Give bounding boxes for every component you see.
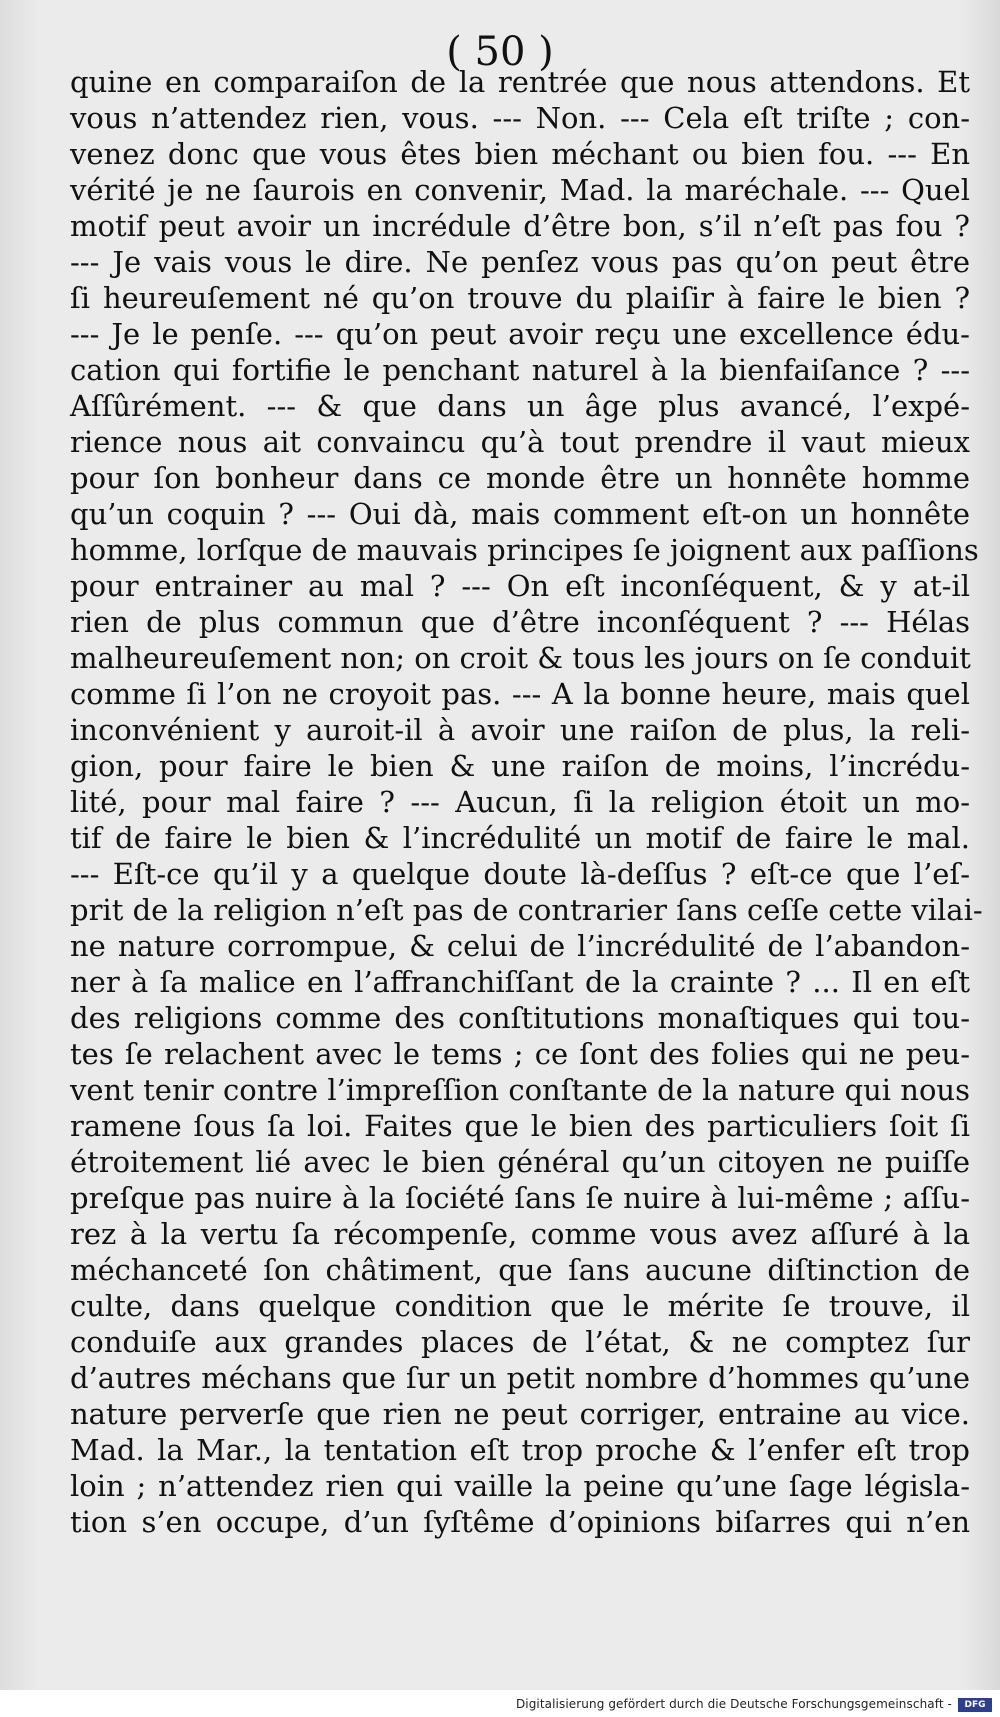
text-line: ne nature corrompue, & celui de l’incrédulité de l’abandon- bbox=[70, 929, 970, 963]
text-line: étroitement lié avec le bien général qu’un citoyen ne puiſſe bbox=[70, 1145, 970, 1179]
text-line: loin ; n’attendez rien qui vaille la peine qu’une ſage législa- bbox=[70, 1469, 970, 1503]
page-number: ( 50 ) bbox=[446, 29, 554, 75]
text-line: conduiſe aux grandes places de l’état, & ne comptez ſur bbox=[70, 1325, 970, 1359]
text-line: motif peut avoir un incrédule d’être bon, s’il n’eſt pas fou ? bbox=[70, 209, 970, 243]
text-line: Aſſûrément. --- & que dans un âge plus avancé, l’expé- bbox=[70, 389, 970, 423]
dfg-logo-icon: DFG bbox=[958, 1698, 992, 1712]
text-line: rience nous ait convaincu qu’à tout prendre il vaut mieux bbox=[70, 425, 970, 459]
text-line: vent tenir contre l’impreſſion conſtante de la nature qui nous bbox=[70, 1073, 970, 1107]
text-line: tif de faire le bien & l’incrédulité un motif de faire le mal. bbox=[70, 821, 970, 855]
text-line: cation qui fortifie le penchant naturel à la bienfaiſance ? --- bbox=[70, 353, 970, 387]
text-line: ſi heureuſement né qu’on trouve du plaiſir à faire le bien ? bbox=[70, 281, 970, 315]
text-line: culte, dans quelque condition que le mérite ſe trouve, il bbox=[70, 1289, 970, 1323]
text-line: rez à la vertu ſa récompenſe, comme vous avez aſſuré à la bbox=[70, 1217, 970, 1251]
text-line: d’autres méchans que ſur un petit nombre d’hommes qu’une bbox=[70, 1361, 970, 1395]
text-line: --- Je vais vous le dire. Ne penſez vous pas qu’on peut être bbox=[70, 245, 970, 279]
text-line: gion, pour faire le bien & une raiſon de moins, l’incrédu- bbox=[70, 749, 970, 783]
body-text bbox=[70, 64, 983, 1540]
text-line: prit de la religion n’eſt pas de contrarier ſans ceſſe cette vilai- bbox=[70, 893, 983, 927]
text-line: ner à ſa malice en l’affranchiſſant de la crainte ? ... Il en eſt bbox=[70, 965, 970, 999]
funding-credit: Digitalisierung gefördert durch die Deutsche Forschungsgemeinschaft - bbox=[515, 1697, 952, 1711]
text-line: venez donc que vous êtes bien méchant ou bien fou. --- En bbox=[70, 137, 970, 171]
text-line: --- Je le penſe. --- qu’on peut avoir reçu une excellence édu- bbox=[70, 317, 970, 351]
text-line: tes ſe relachent avec le tems ; ce ſont des folies qui ne peu- bbox=[70, 1037, 970, 1071]
text-line: qu’un coquin ? --- Oui dà, mais comment eſt-on un honnête bbox=[70, 497, 970, 531]
text-line: tion s’en occupe, d’un ſyſtême d’opinions biſarres qui n’en bbox=[70, 1505, 970, 1539]
digitization-footer bbox=[0, 1690, 1000, 1717]
text-line: vérité je ne ſaurois en convenir, Mad. la maréchale. --- Quel bbox=[70, 173, 970, 207]
text-line: pour entrainer au mal ? --- On eſt inconſéquent, & y at-il bbox=[70, 569, 970, 603]
text-line: des religions comme des conſtitutions monaſtiques qui tou- bbox=[70, 1001, 970, 1035]
text-line: Mad. la Mar., la tentation eſt trop proche & l’enfer eſt trop bbox=[70, 1433, 970, 1467]
text-line: méchanceté ſon châtiment, que ſans aucune diſtinction de bbox=[70, 1253, 970, 1287]
text-line: malheureuſement non; on croit & tous les jours on ſe conduit bbox=[70, 641, 971, 675]
text-line: vous n’attendez rien, vous. --- Non. --- Cela eſt triſte ; con- bbox=[70, 101, 970, 135]
text-line: pour ſon bonheur dans ce monde être un honnête homme bbox=[70, 461, 970, 495]
text-line: --- Eſt-ce qu’il y a quelque doute là-deſſus ? eſt-ce que l’eſ- bbox=[70, 857, 970, 891]
text-line: comme ſi l’on ne croyoit pas. --- A la bonne heure, mais quel bbox=[70, 677, 970, 711]
text-line: homme, lorſque de mauvais principes ſe joignent aux paſſions bbox=[70, 533, 979, 567]
text-line: nature perverſe que rien ne peut corriger, entraine au vice. bbox=[70, 1397, 970, 1431]
text-line: quine en comparaiſon de la rentrée que nous attendons. Et bbox=[70, 65, 970, 99]
text-line: rien de plus commun que d’être inconſéquent ? --- Hélas bbox=[70, 605, 970, 639]
text-line: inconvénient y auroit-il à avoir une raiſon de plus, la reli- bbox=[70, 713, 970, 747]
text-line: lité, pour mal faire ? --- Aucun, ſi la religion étoit un mo- bbox=[70, 785, 970, 819]
text-line: ramene ſous ſa loi. Faites que le bien des particuliers ſoit ſi bbox=[70, 1109, 970, 1143]
text-line: preſque pas nuire à la ſociété ſans ſe nuire à lui-même ; aſſu- bbox=[70, 1181, 970, 1215]
